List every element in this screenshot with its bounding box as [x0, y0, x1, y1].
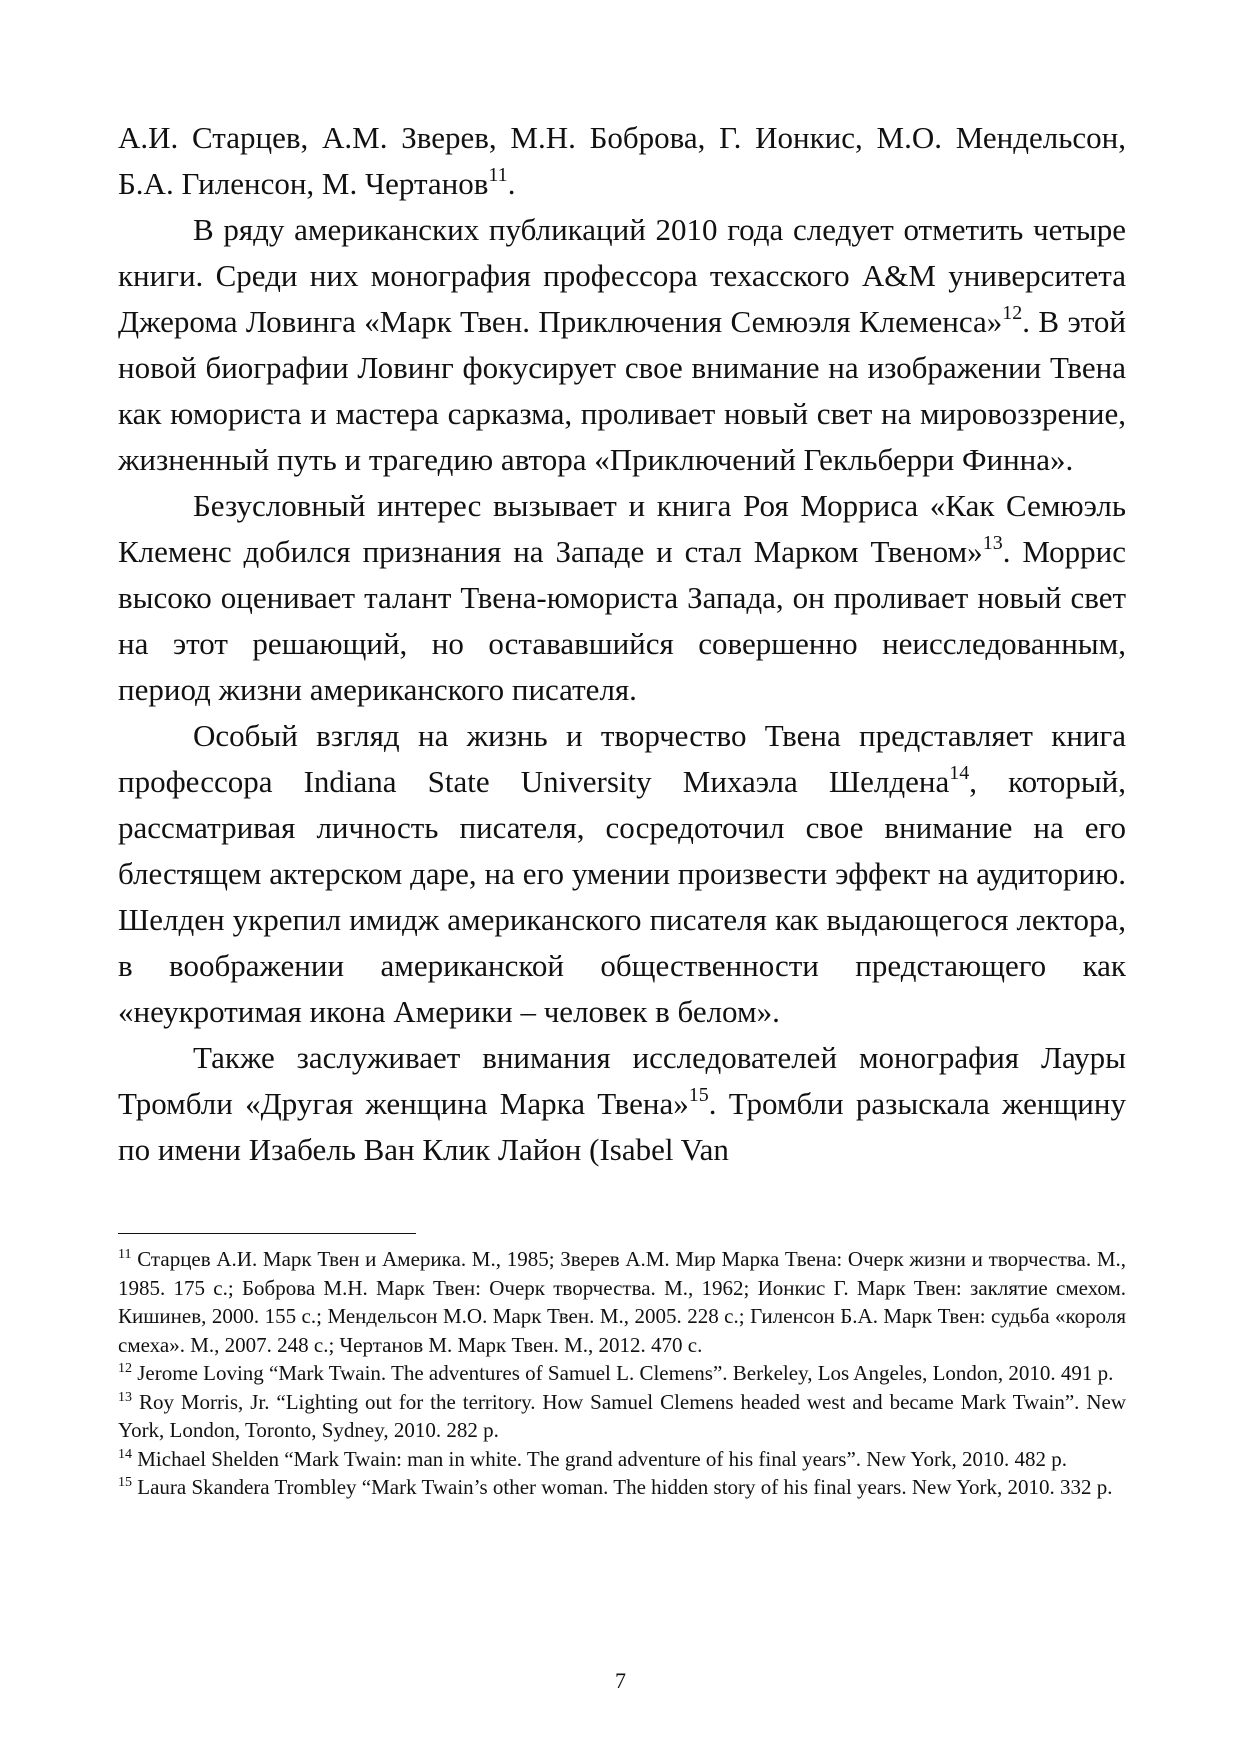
paragraph	[118, 115, 1126, 207]
paragraph-text: , который, рассматривая личность писателя, сосредоточил свое внимание на его блестящем актерском даре, на его умении произвести эффект на аудиторию. Шелден укрепил имидж американского писателя как выдающегося лектора, в воображении американской общественности предстающего как «неукротимая икона Америки – человек в белом».	[118, 764, 1126, 1029]
paragraph	[118, 1035, 1126, 1173]
footnote-text: Roy Morris, Jr. “Lighting out for the territory. How Samuel Clemens headed west and became Mark Twain”. New York, London, Toronto, Sydney, 2010. 282 p.	[118, 1389, 1126, 1442]
footnote-ref: 13	[982, 532, 1003, 554]
footnote-ref: 12	[1002, 302, 1023, 324]
paragraph-text: А.И. Старцев, А.М. Зверев, М.Н. Боброва, Г. Ионкис, М.О. Мендельсон, Б.А. Гиленсон, М. Чертанов	[118, 120, 1126, 201]
paragraph	[118, 713, 1126, 1035]
footnote-number: 13	[118, 1389, 132, 1405]
paragraph-text: В ряду американских публикаций 2010 года следует отметить четыре книги. Среди них монография профессора техасского A&M университета Джерома Ловинга «Марк Твен. Приключения Семюэля Клеменса»	[118, 212, 1126, 339]
footnote	[118, 1245, 1126, 1359]
paragraph-text: Безусловный интерес вызывает и книга Роя Морриса «Как Семюэль Клеменс добился признания на Западе и стал Марком Твеном»	[118, 488, 1126, 569]
footnote-number: 14	[118, 1446, 132, 1462]
footnote-number: 15	[118, 1475, 132, 1490]
footnote-text: Старцев А.И. Марк Твен и Америка. М., 1985; Зверев А.М. Мир Марка Твена: Очерк жизни и творчества. М., 1985. 175 с.; Боброва М.Н. Марк Твен: Очерк творчества. М., 1962; Ионкис Г. Марк Твен: заклятие смехом. Кишинев, 2000. 155 с.; Мендельсон М.О. Марк Твен. М., 2005. 228 с.; Гиленсон Б.А. Марк Твен: судьба «короля смеха». М., 2007. 248 с.; Чертанов М. Марк Твен. М., 2012. 470 с.	[118, 1247, 1126, 1357]
footnote-ref: 15	[688, 1084, 709, 1106]
paragraph-text: Также заслуживает внимания исследователей монография Лауры Тромбли «Другая женщина Марка Твена»	[118, 1040, 1126, 1121]
paragraph	[118, 483, 1126, 713]
paragraph-text: Особый взгляд на жизнь и творчество Твена представляет книга профессора Indiana State University Михаэла Шелдена	[118, 718, 1126, 799]
footnote-text: Jerome Loving “Mark Twain. The adventures of Samuel L. Clemens”. Berkeley, Los Angeles, London, 2010. 491 p.	[137, 1361, 1114, 1385]
footnote-ref: 14	[949, 762, 970, 784]
footnote-number: 12	[118, 1361, 132, 1376]
footnote	[118, 1445, 1126, 1474]
paragraph-text: .	[507, 166, 516, 201]
paragraph-text: . В этой новой биографии Ловинг фокусирует свое внимание на изображении Твена как юмориста и мастера сарказма, проливает новый свет на мировоззрение, жизненный путь и трагедию автора «Приключений Гекльберри Финна».	[118, 304, 1126, 477]
paragraph	[118, 207, 1126, 483]
footnote	[118, 1388, 1126, 1445]
footnote-text: Michael Shelden “Mark Twain: man in white. The grand adventure of his final years”. New York, 2010. 482 p.	[137, 1446, 1067, 1471]
main-text	[118, 115, 1126, 1173]
footnote-number: 11	[118, 1247, 132, 1262]
footnotes	[118, 1245, 1126, 1502]
paragraph-text: . Тромбли разыскала женщину по имени Изабель Ван Клик Лайон (Isabel Van	[118, 1086, 1126, 1167]
page-number: 7	[615, 1668, 626, 1693]
paragraph-text: . Моррис высоко оценивает талант Твена-юмориста Запада, он проливает новый свет на этот решающий, но остававшийся совершенно неисследованным, период жизни американского писателя.	[118, 534, 1126, 707]
footnote-ref: 11	[488, 164, 508, 186]
footnote-text: Laura Skandera Trombley “Mark Twain’s other woman. The hidden story of his final years. New York, 2010. 332 p.	[137, 1475, 1113, 1499]
footnote-separator	[118, 1233, 416, 1234]
footnote	[118, 1473, 1126, 1502]
footnote	[118, 1359, 1126, 1388]
